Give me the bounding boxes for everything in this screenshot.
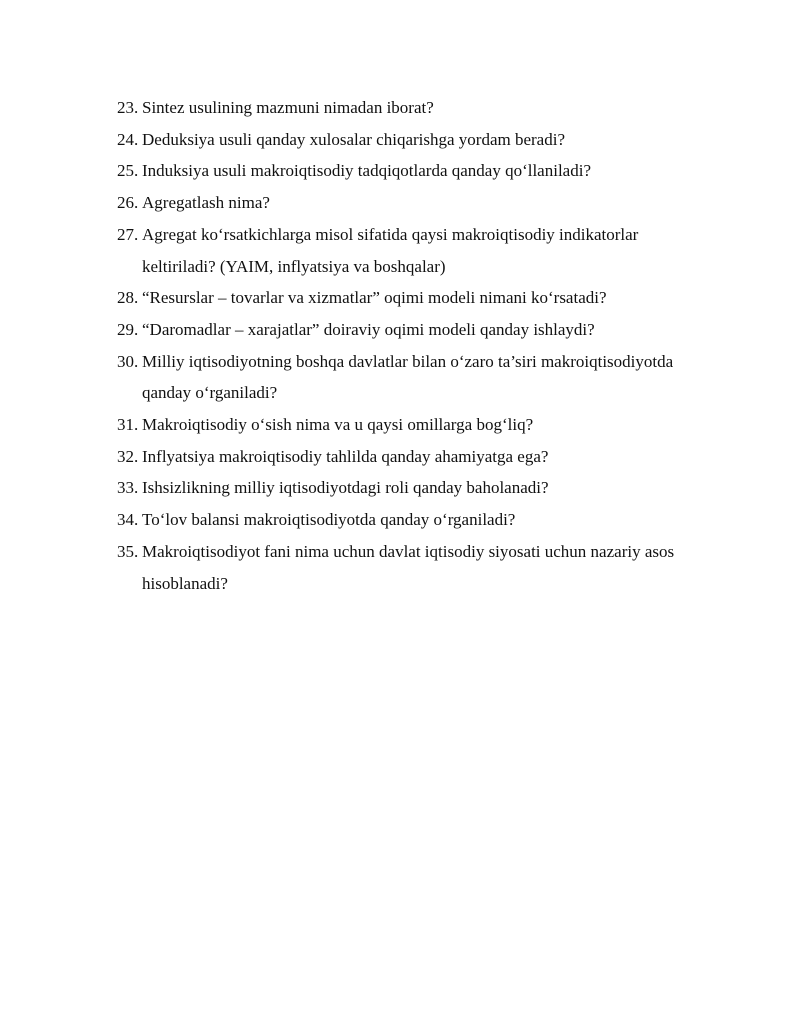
question-item <box>117 92 697 124</box>
question-number: 28. <box>117 288 139 308</box>
question-number: 30. <box>117 351 139 371</box>
question-text: Milliy iqtisodiyotning boshqa davlatlar bilan o‘zaro ta’siri makroiqtisodiyotda qanday o‘rganiladi? <box>142 351 674 403</box>
question-item <box>117 124 697 156</box>
question-number: 34. <box>117 510 139 530</box>
question-text: Agregatlash nima? <box>142 193 270 213</box>
question-text: Induksiya usuli makroiqtisodiy tadqiqotlarda qanday qo‘llaniladi? <box>142 161 591 181</box>
question-text: Deduksiya usuli qanday xulosalar chiqarishga yordam beradi? <box>142 129 565 149</box>
question-text: Ishsizlikning milliy iqtisodiyotdagi roli qanday baholanadi? <box>142 478 549 498</box>
question-number: 32. <box>117 446 139 466</box>
question-list <box>117 92 697 599</box>
question-text: “Daromadlar – xarajatlar” doiraviy oqimi modeli qanday ishlaydi? <box>142 319 595 339</box>
question-item <box>117 472 697 504</box>
question-number: 35. <box>117 541 139 561</box>
question-text: Inflyatsiya makroiqtisodiy tahlilda qanday ahamiyatga ega? <box>142 446 549 466</box>
question-item <box>117 536 697 599</box>
question-item <box>117 187 697 219</box>
question-item <box>117 314 697 346</box>
question-item <box>117 219 697 282</box>
question-text: Agregat ko‘rsatkichlarga misol sifatida qaysi makroiqtisodiy indikatorlar keltiriladi? (YAIM, inflyatsiya va boshqalar) <box>142 224 639 276</box>
question-item <box>117 504 697 536</box>
question-number: 26. <box>117 193 139 213</box>
question-text: To‘lov balansi makroiqtisodiyotda qanday o‘rganiladi? <box>142 510 516 530</box>
question-item <box>117 441 697 473</box>
question-number: 33. <box>117 478 139 498</box>
question-text: Makroiqtisodiy o‘sish nima va u qaysi omillarga bog‘liq? <box>142 415 534 435</box>
question-text: “Resurslar – tovarlar va xizmatlar” oqimi modeli nimani ko‘rsatadi? <box>142 288 607 308</box>
question-number: 23. <box>117 98 139 117</box>
question-number: 29. <box>117 319 139 339</box>
question-number: 24. <box>117 129 139 149</box>
question-number: 27. <box>117 224 139 244</box>
question-item <box>117 409 697 441</box>
question-item <box>117 282 697 314</box>
question-item <box>117 346 697 409</box>
question-number: 31. <box>117 415 139 435</box>
question-number: 25. <box>117 161 139 181</box>
question-item <box>117 155 697 187</box>
question-text: Makroiqtisodiyot fani nima uchun davlat iqtisodiy siyosati uchun nazariy asos hisoblanadi? <box>142 541 675 593</box>
question-text: Sintez usulining mazmuni nimadan iborat? <box>142 98 434 117</box>
